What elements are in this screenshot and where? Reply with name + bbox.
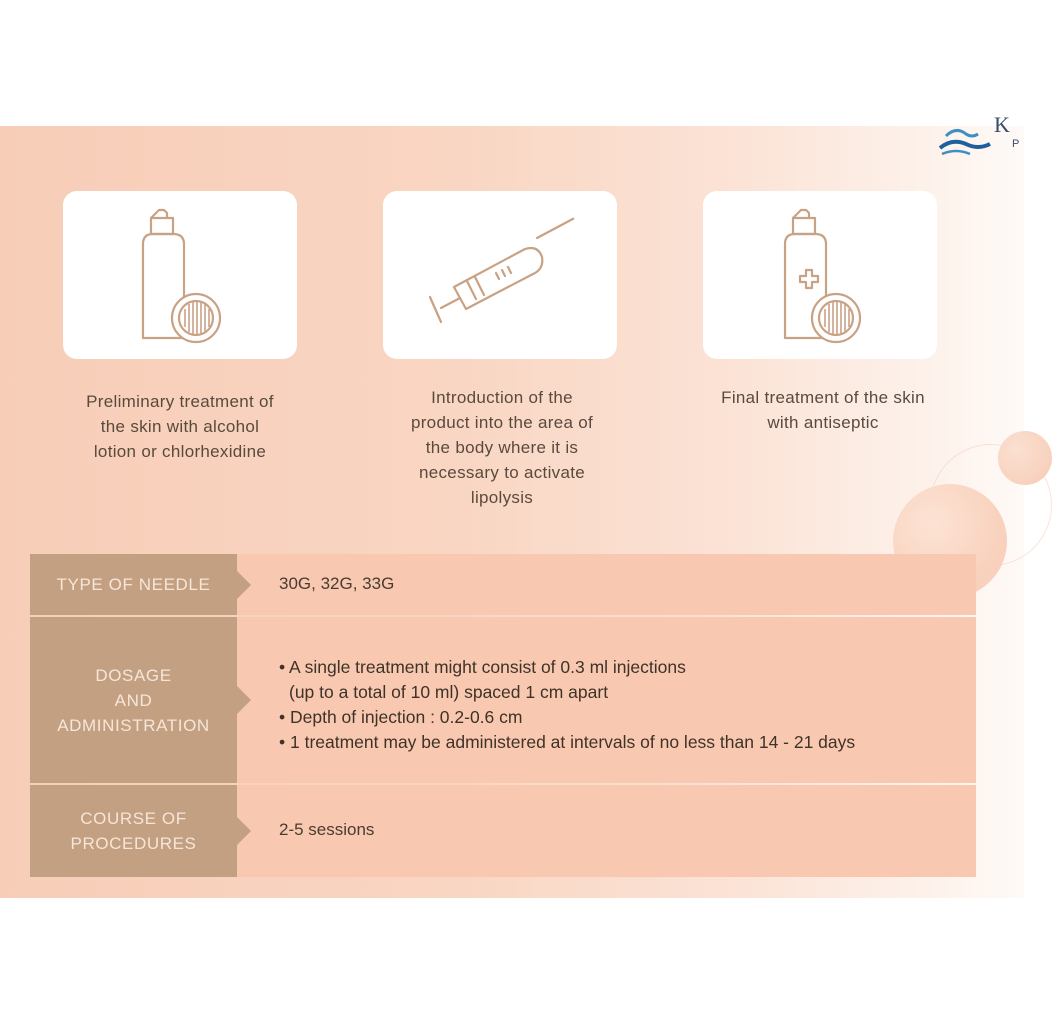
list-item: • Depth of injection : 0.2-0.6 cm bbox=[279, 707, 523, 727]
course-label-cell: COURSE OF PROCEDURES bbox=[30, 785, 237, 877]
needle-label-cell bbox=[30, 554, 237, 615]
procedure-slide bbox=[0, 112, 1024, 898]
step-caption-final: Final treatment of the skin with antiseptic bbox=[721, 388, 925, 432]
dosage-bullet-list bbox=[279, 655, 855, 755]
step-card-introduction bbox=[383, 191, 617, 359]
needle-value-cell bbox=[237, 554, 976, 615]
course-value: 2-5 sessions bbox=[279, 820, 375, 839]
antiseptic-bottle-icon bbox=[703, 191, 937, 359]
label-arrow bbox=[237, 817, 251, 845]
list-item: • 1 treatment may be administered at intervals of no less than 14 - 21 days bbox=[279, 732, 856, 752]
bottle-with-cotton-pad-icon bbox=[63, 191, 297, 359]
step-card-final bbox=[703, 191, 937, 359]
list-item: • A single treatment might consist of 0.3 ml injections bbox=[279, 657, 686, 677]
needle-label: TYPE OF NEEDLE bbox=[56, 575, 211, 594]
dosage-label-cell: DOSAGE AND ADMINISTRATION bbox=[30, 617, 237, 783]
label-arrow bbox=[237, 571, 251, 599]
step-card-preliminary bbox=[63, 191, 297, 359]
step-caption-preliminary: Preliminary treatment of the skin with alcohol lotion or chlorhexidine bbox=[86, 392, 274, 461]
course-value-cell bbox=[237, 785, 976, 877]
needle-value: 30G, 32G, 33G bbox=[279, 574, 395, 593]
decorative-bubble-small bbox=[998, 431, 1052, 485]
syringe-icon bbox=[383, 191, 617, 359]
table-row-dosage bbox=[30, 617, 976, 783]
list-item: (up to a total of 10 ml) spaced 1 cm apart bbox=[289, 682, 609, 702]
table-row-course bbox=[30, 785, 976, 877]
table-row-needle bbox=[30, 554, 976, 615]
label-arrow bbox=[237, 686, 251, 714]
step-caption-introduction: Introduction of the product into the area of the body where it is necessary to activate lipolysis bbox=[410, 388, 594, 507]
brand-logo-subtext: P bbox=[1012, 138, 1020, 150]
dosage-value-cell bbox=[237, 617, 976, 783]
brand-logo-text: K bbox=[994, 112, 1012, 137]
